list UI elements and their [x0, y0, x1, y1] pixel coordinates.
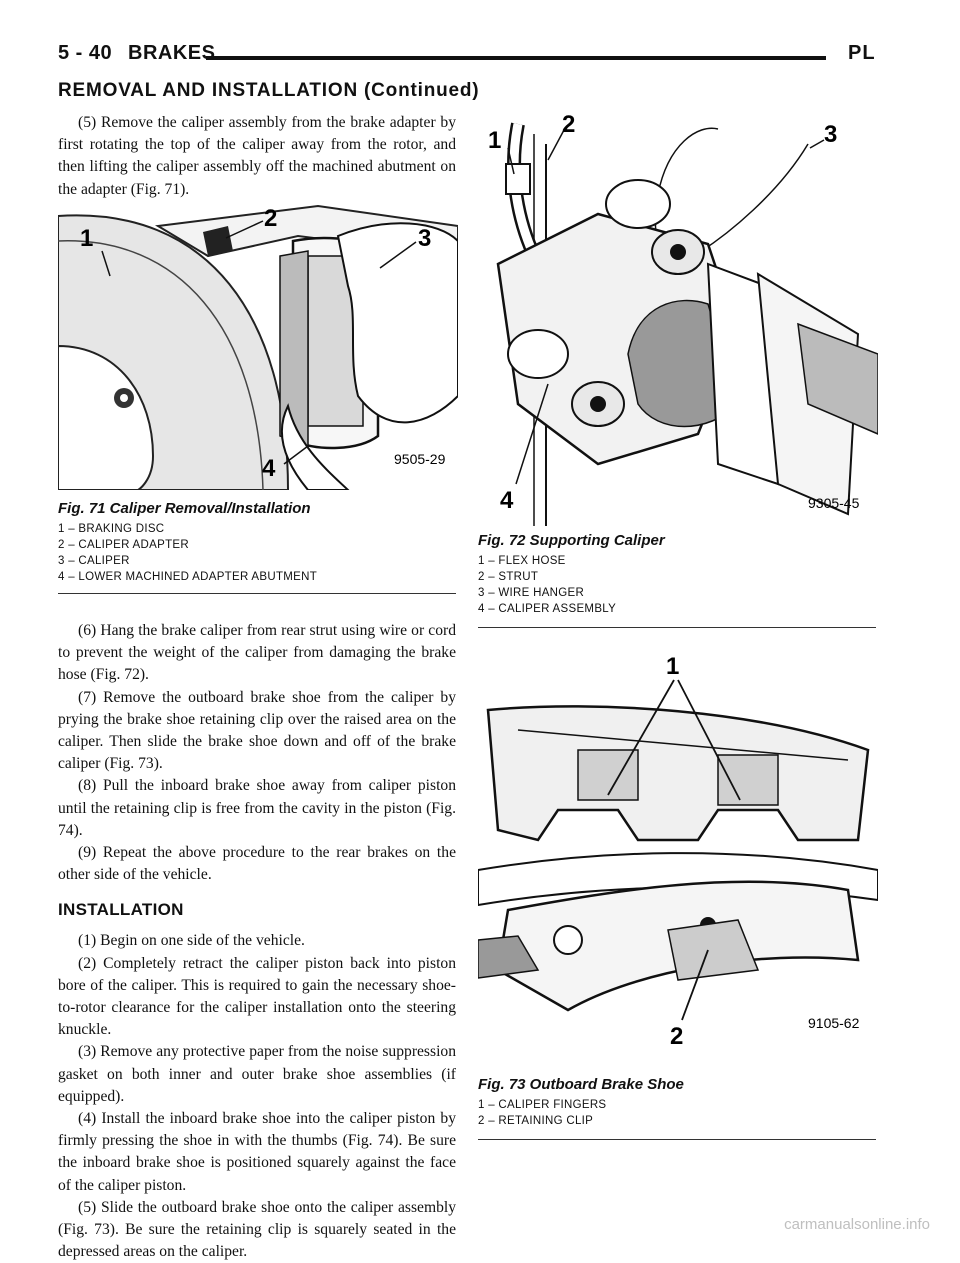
- installation-heading: INSTALLATION: [58, 900, 184, 920]
- fig71-caption: [58, 500, 456, 594]
- fig72-code: 9305-45: [808, 495, 860, 511]
- fig71-drawing: [58, 196, 458, 490]
- step-paragraph: (5) Remove the caliper assembly from the brake adapter by first rotating the top of the caliper away from the rotor, and then lifting the caliper assembly off the machined abutment on the adapter (Fig. 71).: [58, 114, 456, 198]
- fig72-illustration: [478, 104, 878, 526]
- fig72-callout: 4: [500, 487, 514, 514]
- fig72-legend-item: 3 – WIRE HANGER: [478, 587, 585, 599]
- fig72-callout: 1: [488, 127, 502, 154]
- step-paragraph: (9) Repeat the above procedure to the rear brakes on the other side of the vehicle.: [58, 844, 456, 884]
- fig71-callout: 3: [418, 225, 432, 252]
- page-number: 5 - 40: [58, 42, 113, 64]
- fig72-caption: [478, 532, 876, 628]
- left-column-bottom: [58, 620, 456, 1263]
- step-paragraph: (7) Remove the outboard brake shoe from the caliper by prying the brake shoe retaining clip over the raised area on the caliper. Then slide the brake shoe down and off of the brake caliper (Fig. 73).: [58, 688, 456, 773]
- watermark: carmanualsonline.info: [784, 1216, 930, 1233]
- fig72-callout: 3: [824, 121, 838, 148]
- fig71-code: 9505-29: [394, 451, 446, 467]
- header-rule: [206, 56, 826, 60]
- section-title: BRAKES: [128, 42, 216, 64]
- fig72-callout: 2: [562, 111, 576, 138]
- fig72-drawing: [478, 104, 878, 526]
- fig71-legend-item: 1 – BRAKING DISC: [58, 523, 165, 535]
- fig71-callout: 1: [80, 225, 94, 252]
- fig71-illustration: [58, 196, 458, 490]
- fig72-legend-item: 1 – FLEX HOSE: [478, 555, 566, 567]
- continued-title: REMOVAL AND INSTALLATION (Continued): [58, 80, 480, 101]
- step-paragraph: (3) Remove any protective paper from the noise suppression gasket on both inner and outer brake shoe assemblies (if equipped).: [58, 1043, 456, 1105]
- fig73-drawing: [478, 640, 878, 1070]
- fig72-title: Fig. 72 Supporting Caliper: [478, 532, 665, 549]
- step-paragraph: (6) Hang the brake caliper from rear strut using wire or cord to prevent the weight of the caliper from damaging the brake hose (Fig. 72).: [58, 622, 456, 684]
- fig72-legend-item: 4 – CALIPER ASSEMBLY: [478, 603, 617, 615]
- fig73-callout: 2: [670, 1023, 684, 1050]
- step-paragraph: (2) Completely retract the caliper piston back into piston bore of the caliper. This is required to gain the necessary shoe-to-rotor clearance for the caliper installation onto the steering knuckle.: [58, 954, 456, 1039]
- fig71-legend-item: 4 – LOWER MACHINED ADAPTER ABUTMENT: [58, 571, 318, 583]
- fig71-legend-item: 3 – CALIPER: [58, 555, 130, 567]
- step-paragraph: (1) Begin on one side of the vehicle.: [78, 932, 305, 950]
- fig73-code: 9105-62: [808, 1015, 860, 1031]
- fig71-title: Fig. 71 Caliper Removal/Installation: [58, 500, 311, 517]
- step-paragraph: (5) Slide the outboard brake shoe onto the caliper assembly (Fig. 73). Be sure the retaining clip is squarely seated in the depressed areas on the caliper.: [58, 1198, 456, 1261]
- model-code: PL: [848, 42, 876, 64]
- fig73-callout: 1: [666, 653, 680, 680]
- fig71-callout: 4: [262, 455, 276, 482]
- fig73-illustration: [478, 640, 878, 1070]
- step-paragraph: (8) Pull the inboard brake shoe away from caliper piston until the retaining clip is free from the cavity in the piston (Fig. 74).: [58, 777, 456, 839]
- fig73-legend-item: 2 – RETAINING CLIP: [478, 1115, 594, 1127]
- fig73-legend-item: 1 – CALIPER FINGERS: [478, 1099, 607, 1111]
- fig73-caption: [478, 1076, 876, 1140]
- fig71-callout: 2: [264, 205, 278, 232]
- fig71-legend-item: 2 – CALIPER ADAPTER: [58, 539, 189, 551]
- step-paragraph: (4) Install the inboard brake shoe into the caliper piston by firmly pressing the shoe in with the thumbs (Fig. 74). Be sure the inboard brake shoe is positioned squarely against the face of the caliper piston.: [58, 1110, 456, 1194]
- left-column-top: [58, 112, 456, 201]
- fig72-legend-item: 2 – STRUT: [478, 571, 539, 583]
- fig73-title: Fig. 73 Outboard Brake Shoe: [478, 1076, 684, 1093]
